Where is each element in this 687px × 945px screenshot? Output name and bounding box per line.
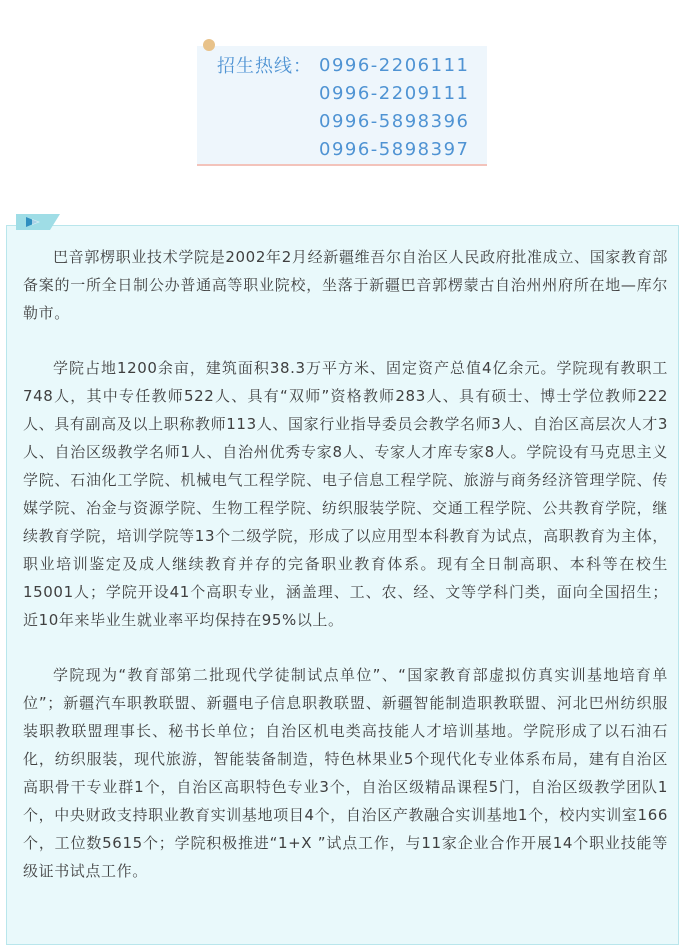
intro-box: [6, 225, 679, 945]
intro-paragraph: 巴音郭楞职业技术学院是2002年2月经新疆维吾尔自治区人民政府批准成立、国家教育部备案的一所全日制公办普通高等职业院校，坐落于新疆巴音郭楞蒙古自治州州府所在地—库尔勒市。: [23, 248, 668, 322]
hotline-number[interactable]: 0996-5898396: [319, 111, 470, 132]
intro-text: [23, 243, 668, 912]
hotline-number[interactable]: 0996-2206111: [319, 55, 470, 76]
hotline-number[interactable]: 0996-5898397: [319, 139, 470, 160]
hotline-label: 招生热线：: [217, 56, 312, 77]
hotline-number[interactable]: 0996-2209111: [319, 83, 470, 104]
tab-flag-icon: [16, 214, 60, 230]
hotline-number-list: [319, 52, 469, 164]
hotline-card: [197, 46, 487, 166]
intro-paragraph: 学院现为“教育部第二批现代学徒制试点单位”、“国家教育部虚拟仿真实训基地培育单位”；新疆汽车职教联盟、新疆电子信息职教联盟、新疆智能制造职教联盟、河北巴州纺织服装职教联盟理事长、秘书长单位；自治区机电类高技能人才培训基地。学院形成了以石油石化，纺织服装，现代旅游，智能装备制造，特色林果业5个现代化专业体系布局，建有自治区高职骨干专业群1个，自治区高职特色专业3个，自治区级精品课程5门，自治区级教学团队1个，中央财政支持职业教育实训基地项目4个，自治区产教融合实训基地1个，校内实训室166个，工位数5615个；学院积极推进“1+X ”试点工作，与11家企业合作开展14个职业技能等级证书试点工作。: [23, 666, 668, 880]
intro-paragraph: 学院占地1200余亩，建筑面积38.3万平方米、固定资产总值4亿余元。学院现有教职工748人，其中专任教师522人、具有“双师”资格教师283人、具有硕士、博士学位教师222人、具有副高及以上职称教师113人、国家行业指导委员会教学名师3人、自治区高层次人才3人、自治区级教学名师1人、自治州优秀专家8人、专家人才库专家8人。学院设有马克思主义学院、石油化工学院、机械电气工程学院、电子信息工程学院、旅游与商务经济管理学院、传媒学院、冶金与资源学院、生物工程学院、纺织服装学院、交通工程学院、公共教育学院，继续教育学院，培训学院等13个二级学院，形成了以应用型本科教育为试点，高职教育为主体，职业培训鉴定及成人继续教育并存的完备职业教育体系。现有全日制高职、本科等在校生15001人；学院开设41个高职专业，涵盖理、工、农、经、文等学科门类，面向全国招生；近10年来毕业生就业率平均保持在95%以上。: [23, 359, 668, 629]
decorative-dot-icon: [203, 39, 215, 51]
